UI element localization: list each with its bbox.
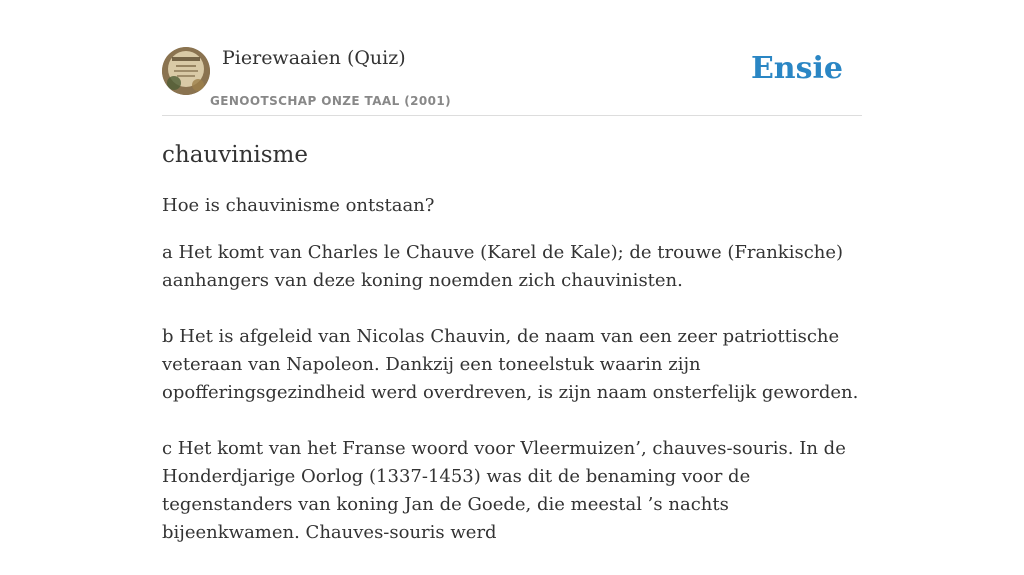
page-container (162, 0, 862, 543)
answer-c: c Het komt van het Franse woord voor Vleermuizen’, chauves-souris. In de Honderdjarige Oorlog (1337-1453) was dit de benaming voor de tegenstanders van koning Jan de Goede, die meestal ’s nachts bijeenkwamen. Chauves-souris werd (162, 438, 846, 543)
answer-a: a Het komt van Charles le Chauve (Karel de Kale); de trouwe (Frankische) aanhangers van deze koning noemden zich chauvinisten. (162, 242, 844, 291)
entry-title: chauvinisme (162, 142, 308, 168)
source-header (162, 0, 862, 116)
source-title[interactable]: Pierewaaien (Quiz) (222, 47, 406, 69)
book-cover-icon (162, 47, 210, 95)
entry-question: Hoe is chauvinisme ontstaan? (162, 195, 435, 216)
source-subtitle: GENOOTSCHAP ONZE TAAL (2001) (210, 94, 451, 108)
answer-b: b Het is afgeleid van Nicolas Chauvin, de naam van een zeer patriottische veteraan van Napoleon. Dankzij een toneelstuk waarin zijn opofferingsgezindheid werd overdreven, is zijn naam onsterfelijk geworden. (162, 326, 859, 403)
source-avatar[interactable] (162, 47, 210, 95)
answers-list (162, 239, 862, 575)
ensie-logo[interactable]: Ensie (750, 51, 843, 86)
